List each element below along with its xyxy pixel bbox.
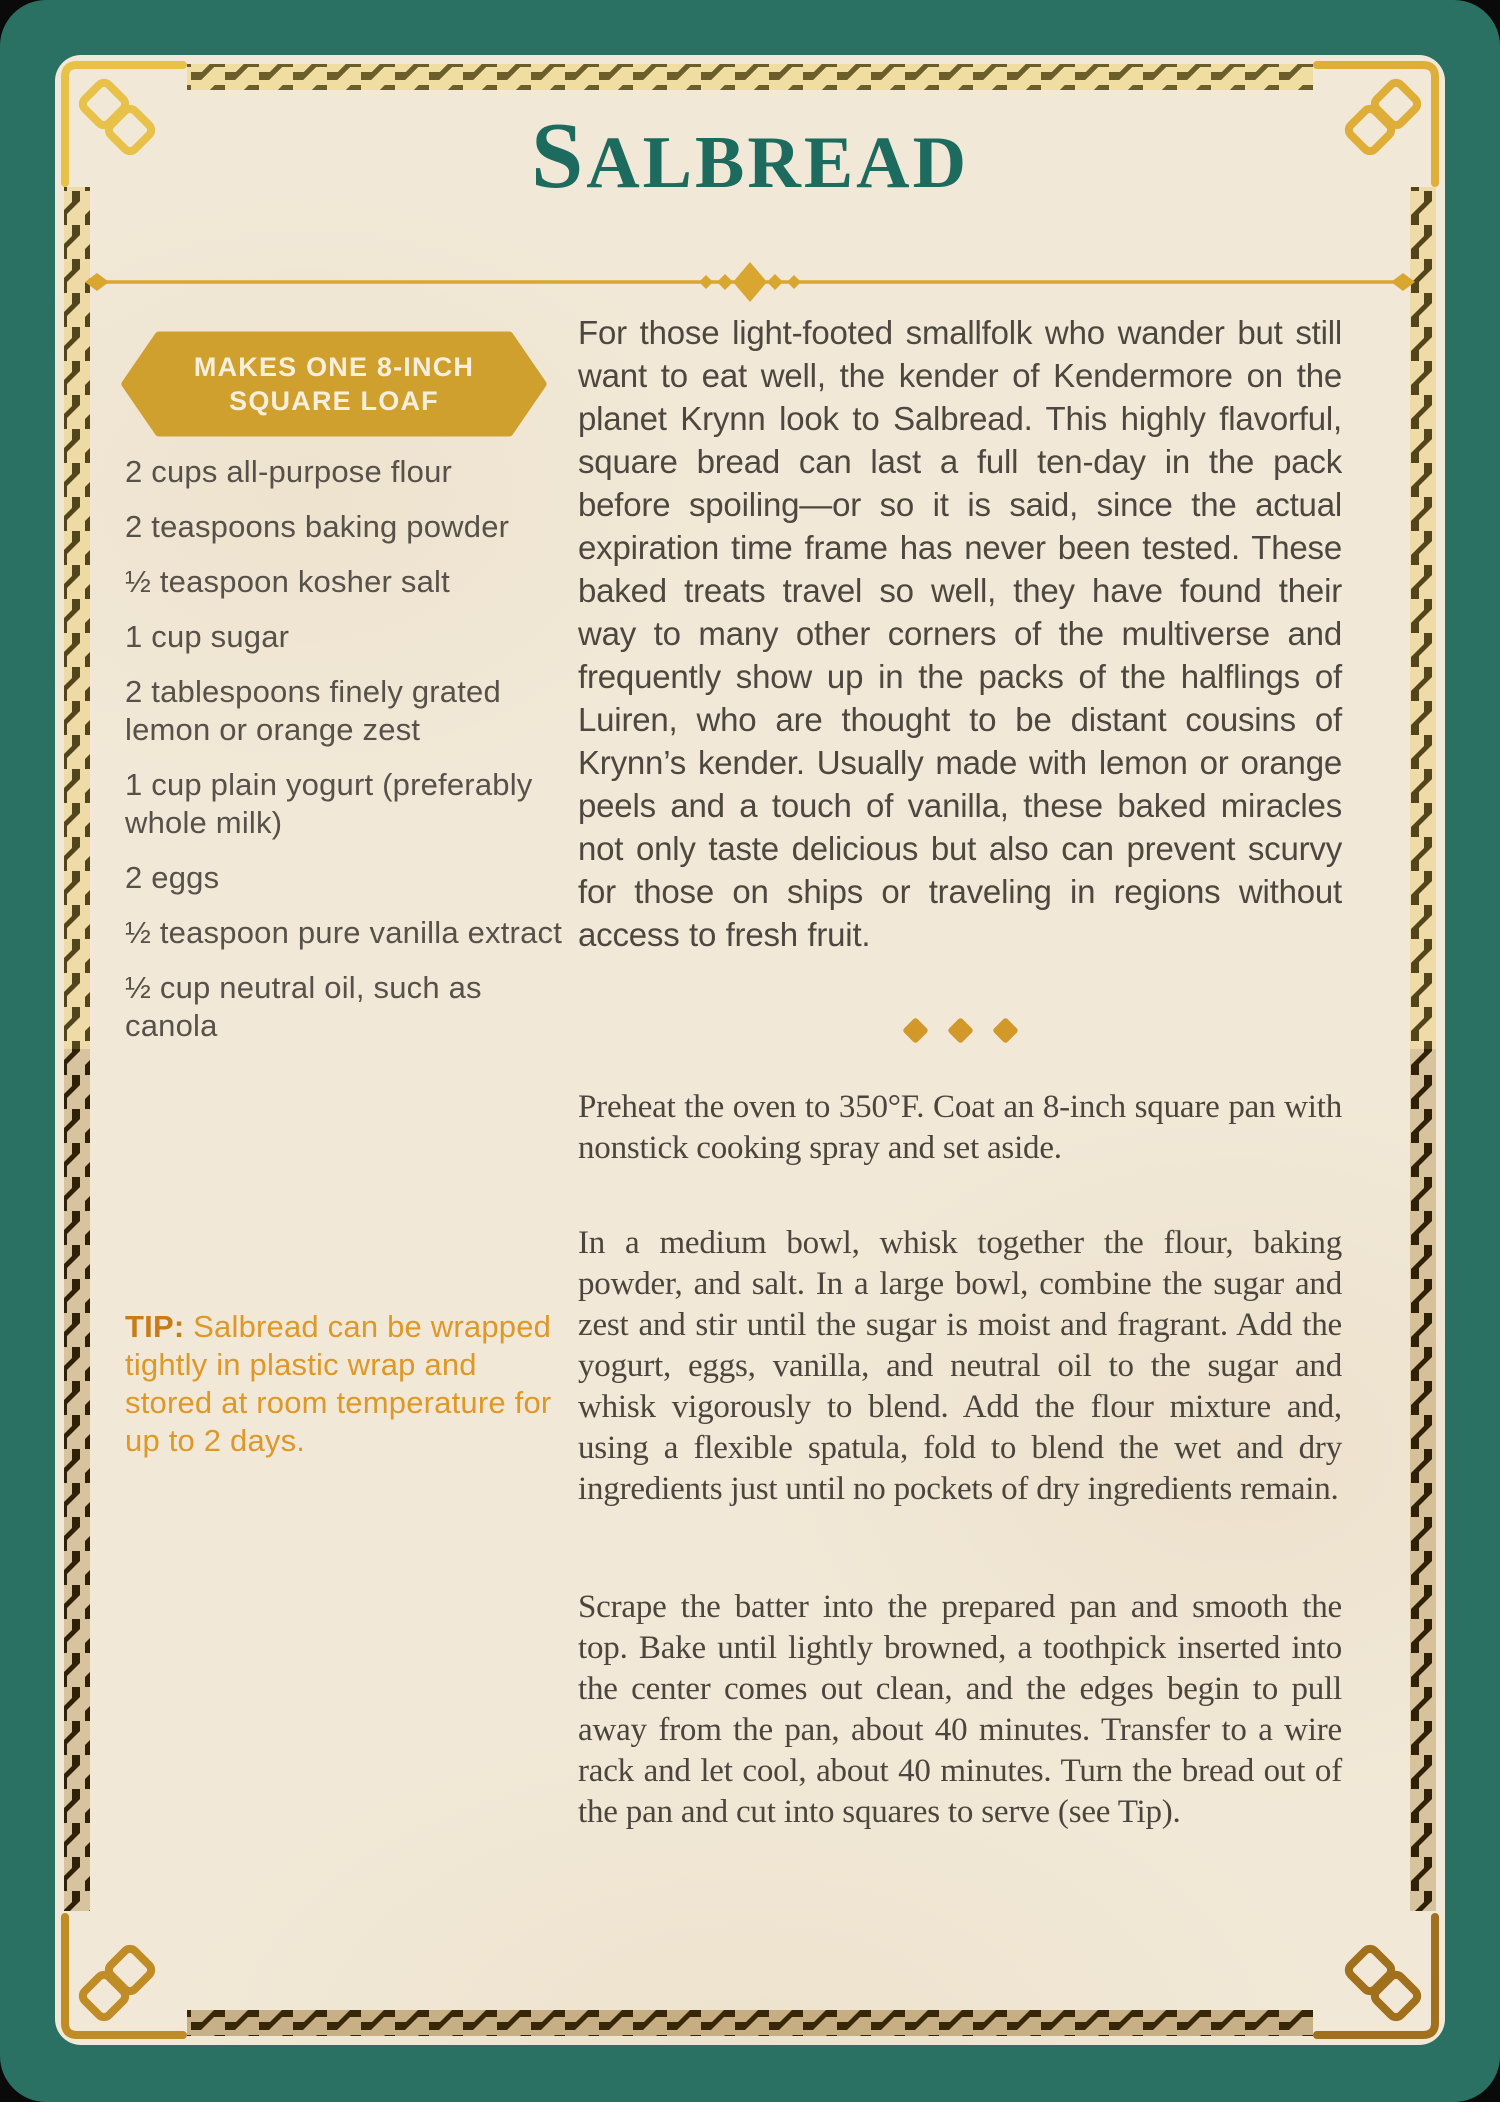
instruction-step-2: In a medium bowl, whisk together the flour, baking powder, and salt. In a large bowl, combine the sugar and zest and stir until the sugar is moist and fragrant. Add the yogurt, eggs, vanilla, and neutral oil to the sugar and whisk vigorously to blend. Add the flour mixture and, using a flexible spatula, fold to blend the wet and dry ingredients just until no pockets of dry ingredients remain. [578, 1225, 1342, 1507]
ingredient-item: 2 eggs [125, 860, 220, 895]
yield-badge-line2: SQUARE LOAF [229, 386, 439, 416]
diamond-icon [992, 1017, 1019, 1044]
intro-paragraph: For those light-footed smallfolk who wander but still want to eat well, the kender of Kendermore on the planet Krynn look to Salbread. This highly flavorful, square bread can last a full ten-day in the pack before spoiling—or so it is said, since the actual expiration time frame has never been tested. These baked treats travel so well, they have found their way to many other corners of the multiverse and frequently show up in the packs of the halflings of Luiren, who are thought to be distant cousins of Krynn’s kender. Usually made with lemon or orange peels and a touch of vanilla, these baked miracles not only taste delicious but also can prevent scurvy for those on ships or traveling in regions without access to fresh fruit. [578, 314, 1342, 953]
celtic-knot-corner-bottom-left [65, 1917, 183, 2035]
ingredient-item: 2 cups all-purpose flour [125, 454, 453, 489]
tip-text: Salbread can be wrapped tightly in plastic wrap and stored at room temperature for up to 2 days. [125, 1309, 552, 1458]
three-diamonds-separator [578, 1021, 1342, 1040]
ingredient-item: 2 tablespoons finely grated lemon or orange zest [125, 674, 501, 747]
title-divider [81, 260, 1419, 304]
ingredients-list [125, 453, 573, 1062]
chain-link-border-bottom [187, 2010, 1313, 2036]
recipe-title: SALBREAD [530, 104, 970, 208]
ingredient-item: 1 cup sugar [125, 619, 290, 654]
instruction-step-1: Preheat the oven to 350°F. Coat an 8-inch square pan with nonstick cooking spray and set aside. [578, 1089, 1342, 1166]
yield-badge-line1: MAKES ONE 8-INCH [193, 352, 475, 382]
celtic-knot-corner-bottom-right [1317, 1917, 1435, 2035]
diamond-icon [902, 1017, 929, 1044]
chain-link-border-right [1410, 187, 1436, 1049]
ingredient-item: ½ teaspoon pure vanilla extract [125, 915, 563, 950]
ingredient-item: ½ cup neutral oil, such as canola [125, 970, 482, 1043]
chain-link-border-left [64, 187, 90, 1049]
ingredient-item: ½ teaspoon kosher salt [125, 564, 450, 599]
diamond-icon [947, 1017, 974, 1044]
page-background [55, 55, 1445, 2045]
tip-label: TIP: [125, 1309, 185, 1344]
yield-badge [121, 331, 547, 437]
ingredient-item: 2 teaspoons baking powder [125, 509, 510, 544]
instruction-step-3: Scrape the batter into the prepared pan and smooth the top. Bake until lightly browned, a toothpick inserted into the center comes out clean, and the edges begin to pull away from the pan, about 40 minutes. Transfer to a wire rack and let cool, about 40 minutes. Turn the bread out of the pan and cut into squares to serve (see Tip). [578, 1589, 1342, 1830]
tip-note [125, 1308, 567, 1460]
ingredient-item: 1 cup plain yogurt (preferably whole milk) [125, 767, 533, 840]
chain-link-border-top [187, 64, 1313, 90]
